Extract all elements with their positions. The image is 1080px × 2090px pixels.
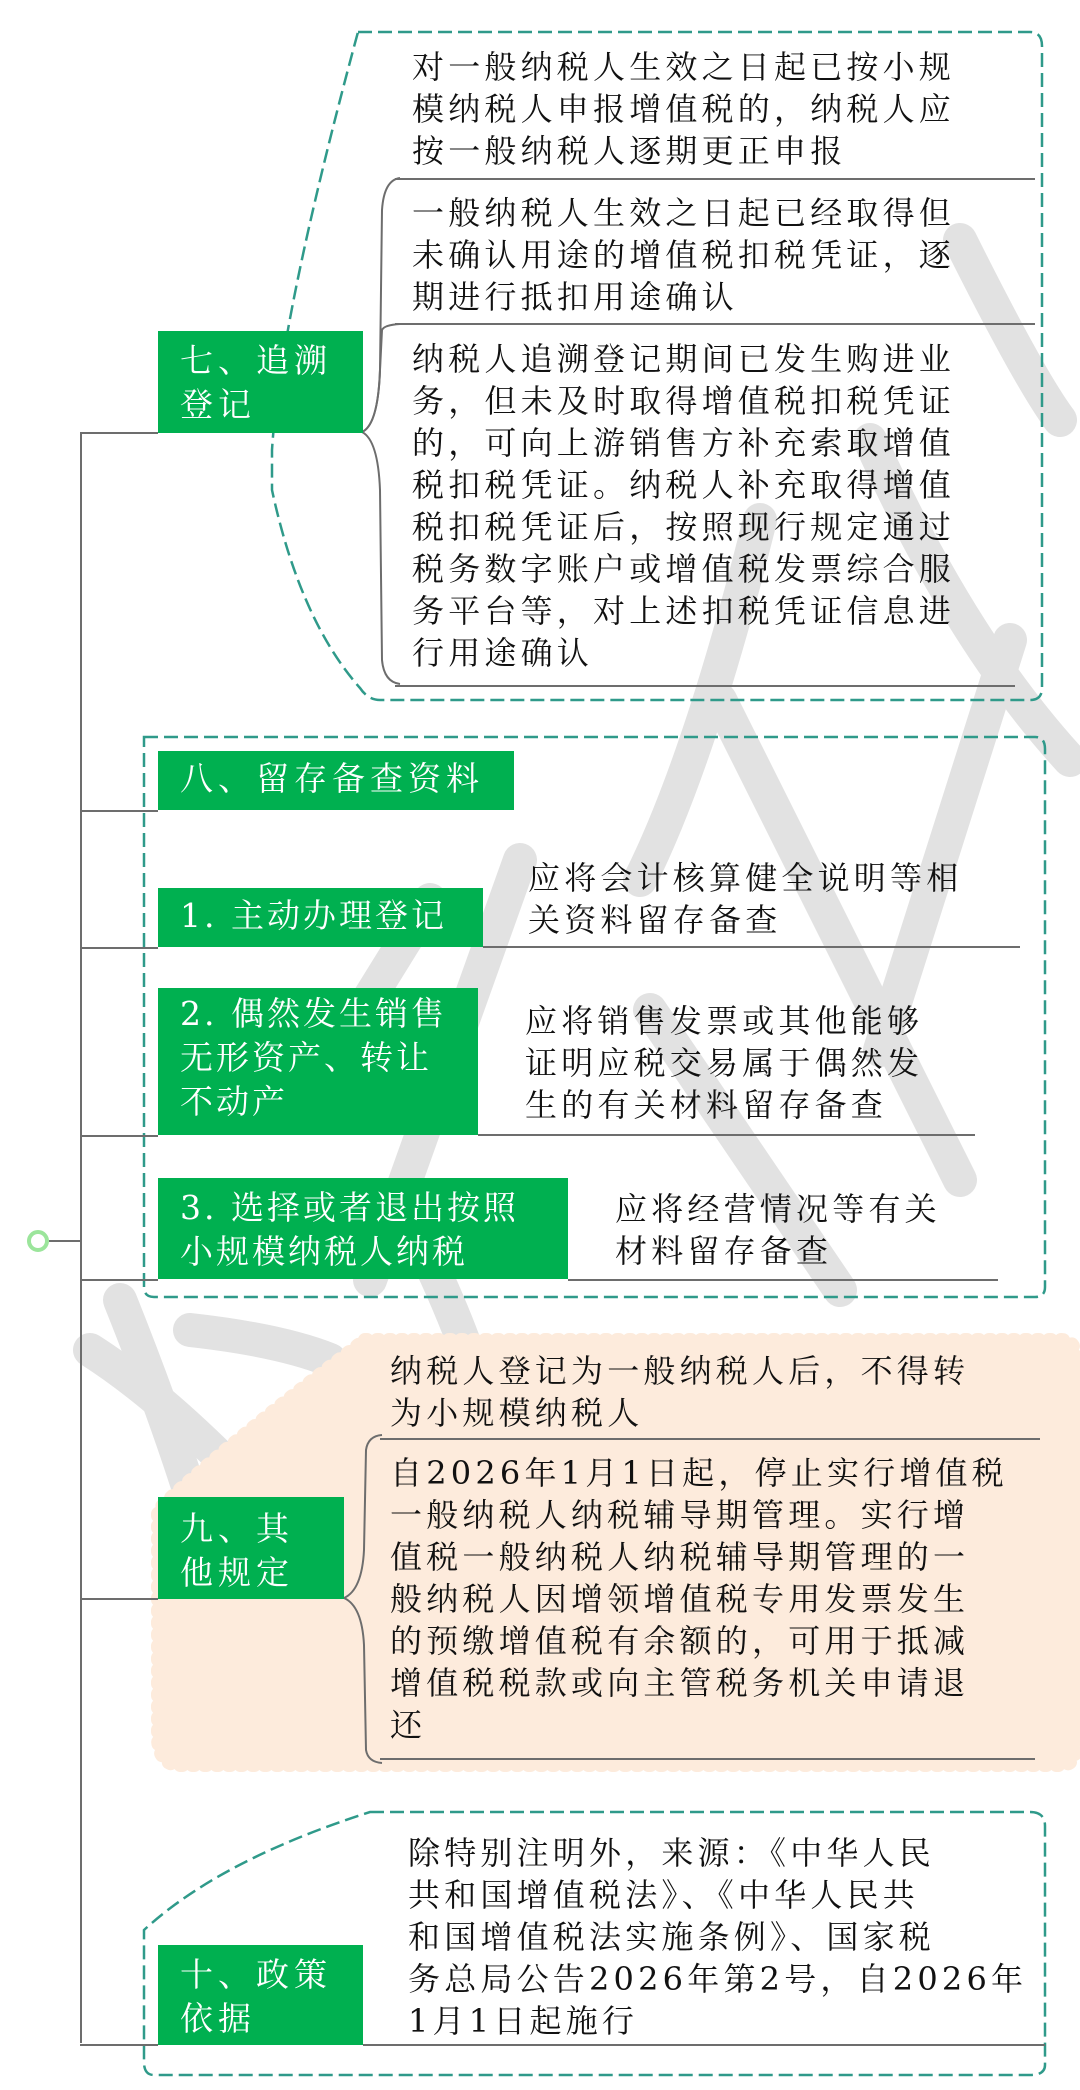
node-line: 1. 主动办理登记 [180,896,447,935]
item-underline [483,946,1020,948]
node-eight-3-opt-in-out-small-scale[interactable] [158,1178,568,1279]
text-line: 纳税人追溯登记期间已发生购进业 [412,340,956,378]
text-line: 模纳税人申报增值税的，纳税人应 [412,90,956,128]
node-eight-title: 八、留存备查资料 [180,759,484,798]
text-line: 的预缴增值税有余额的，可用于抵减 [390,1622,970,1660]
branch-eight-3-connector [80,1279,158,1281]
branch-ten-connector [80,2044,158,2046]
node-line: 小规模纳税人纳税 [180,1232,468,1271]
node-line: 九、其 [180,1509,294,1548]
branch-eight-1-connector [80,947,158,949]
section-eight-detail-3 [615,1188,941,1272]
text-line: 行用途确认 [412,634,594,672]
text-line: 为小规模纳税人 [390,1394,644,1432]
text-line: 纳税人登记为一般纳税人后，不得转 [390,1352,970,1390]
branch-eight-connector [80,810,158,812]
section-eight-detail-2 [525,1000,923,1126]
section-seven-item-3 [412,338,955,674]
text-line: 务，但未及时取得增值税扣税凭证 [412,382,956,420]
section-seven-item-2 [412,192,955,318]
text-line: 应将销售发票或其他能够 [525,1002,924,1040]
text-line: 期进行抵扣用途确认 [412,278,738,316]
node-ten-policy-basis[interactable] [158,1945,363,2045]
text-line: 自2026年1月1日起，停止实行增值税 [390,1454,1008,1492]
section-nine-item-2 [390,1452,1008,1746]
text-line: 按一般纳税人逐期更正申报 [412,132,847,170]
text-line: 还 [390,1706,427,1744]
section-nine-item-1 [390,1350,969,1434]
text-line: 证明应税交易属于偶然发 [525,1044,924,1082]
node-eight-2-occasional-sale[interactable] [158,988,478,1135]
node-eight-1-active-registration[interactable] [158,888,483,947]
item-underline [568,1279,998,1281]
text-line: 一般纳税人纳税辅导期管理。实行增 [390,1496,970,1534]
root-connector [49,1240,81,1242]
item-underline [395,323,1035,325]
text-line: 未确认用途的增值税扣税凭证，逐 [412,236,956,274]
text-line: 增值税税款或向主管税务机关申请退 [390,1664,970,1702]
node-line: 他规定 [180,1553,294,1592]
text-line: 关资料留存备查 [528,901,782,939]
text-line: 税扣税凭证。纳税人补充取得增值 [412,466,956,504]
section-eight-detail-1 [528,857,962,941]
branch-seven-connector [80,432,158,434]
node-seven-line-2: 登记 [180,385,256,424]
item-underline [478,1134,975,1136]
node-line: 十、政策 [180,1955,332,1994]
text-line: 对一般纳税人生效之日起已按小规 [412,48,956,86]
branch-nine-connector [80,1598,158,1600]
section-nine-bracket [342,1430,392,1770]
text-line: 应将经营情况等有关 [615,1190,941,1228]
text-line: 材料留存备查 [615,1232,833,1270]
node-eight-retain-records[interactable] [158,751,514,810]
item-underline [395,178,1035,180]
text-line: 务平台等，对上述扣税凭证信息进 [412,592,956,630]
text-line: 值税一般纳税人纳税辅导期管理的一 [390,1538,970,1576]
item-underline [363,2044,1045,2046]
text-line: 一般纳税人生效之日起已经取得但 [412,194,956,232]
text-line: 共和国增值税法》、《中华人民共 [408,1876,920,1914]
branch-eight-2-connector [80,1135,158,1137]
text-line: 务总局公告2026年第2号，自2026年 [408,1960,1028,1998]
item-underline [380,1438,1040,1440]
node-line: 3. 选择或者退出按照 [180,1188,519,1227]
section-ten-item-1 [408,1832,1027,2042]
node-line: 依据 [180,1999,256,2038]
node-nine-other-provisions[interactable] [158,1497,344,1599]
text-line: 般纳税人因增领增值税专用发票发生 [390,1580,970,1618]
section-seven-item-1 [412,46,955,172]
node-line: 2. 偶然发生销售 [180,994,447,1033]
text-line: 的，可向上游销售方补充索取增值 [412,424,956,462]
node-line: 不动产 [180,1082,288,1121]
text-line: 生的有关材料留存备查 [525,1086,888,1124]
text-line: 和国增值税法实施条例》、国家税 [408,1918,936,1956]
root-node-circle-icon[interactable] [27,1230,49,1252]
text-line: 应将会计核算健全说明等相 [528,859,963,897]
text-line: 1月1日起施行 [408,2002,639,2040]
node-line: 无形资产、转让 [180,1038,432,1077]
item-underline [380,1758,1035,1760]
text-line: 除特别注明外，来源：《中华人民 [408,1834,936,1872]
section-seven-bracket [360,170,410,690]
node-seven-line-1: 七、追溯 [180,341,332,380]
item-underline [395,685,1015,687]
node-seven-retroactive-registration[interactable] [158,331,363,433]
text-line: 税扣税凭证后，按照现行规定通过 [412,508,956,546]
trunk-line [80,433,82,2043]
text-line: 税务数字账户或增值税发票综合服 [412,550,956,588]
